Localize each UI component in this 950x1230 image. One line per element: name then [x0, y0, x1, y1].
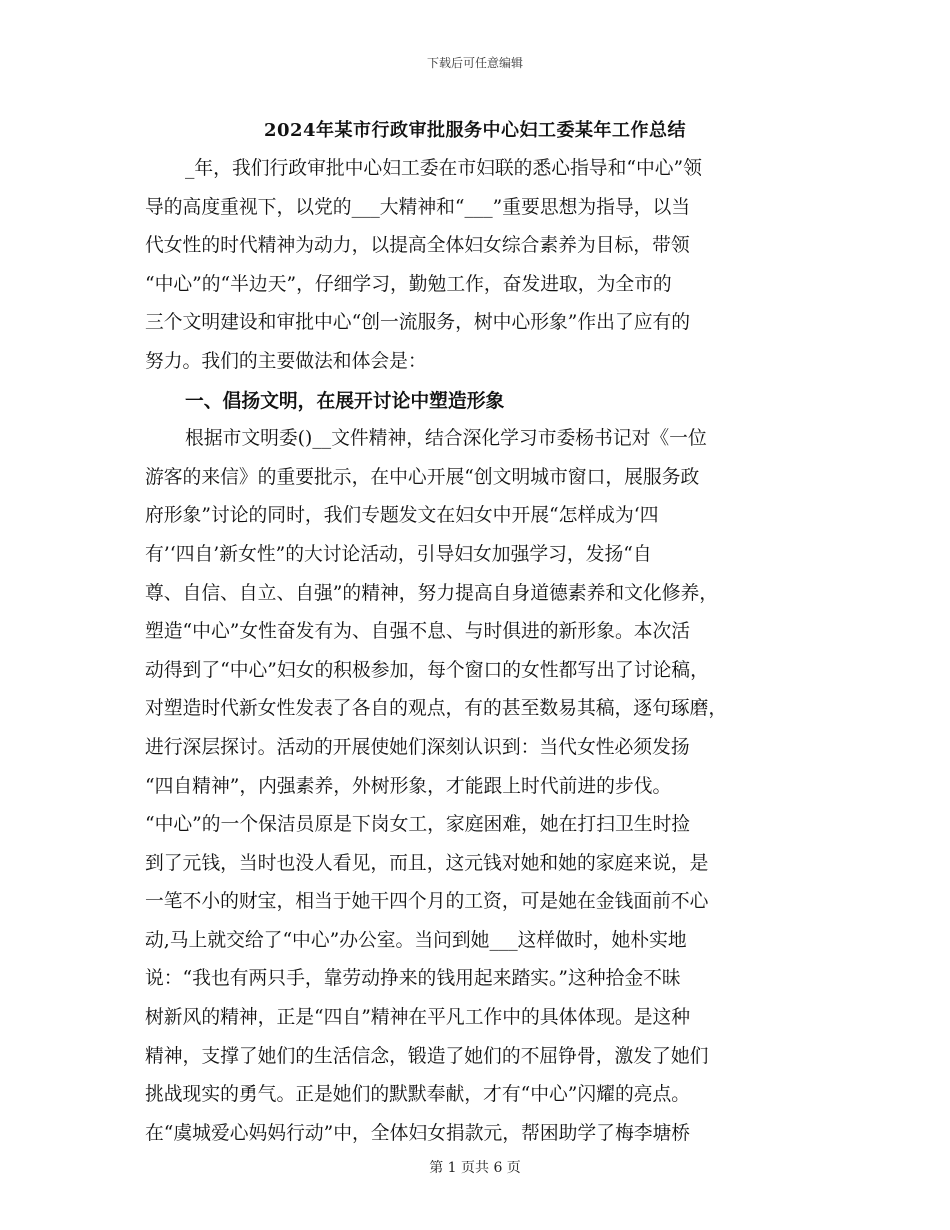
- paragraph-line: 三个文明建设和审批中心“创一流服务，树中心形象”作出了应有的: [145, 312, 691, 334]
- paragraph-line: 游客的来信》的重要批示，在中心开展“创文明城市窗口，展服务政: [145, 466, 700, 488]
- document-title: 2024年某市行政审批服务中心妇工委某年工作总结: [263, 120, 687, 141]
- paragraph-line: 动,马上就交给了“中心”办公室。当问到她___这样做时，她朴实地: [145, 929, 687, 951]
- paragraph-line: _年，我们行政审批中心妇工委在市妇联的悉心指导和“中心”领: [185, 158, 702, 179]
- paragraph-line: 有’‘四自’新女性”的大讨论活动，引导妇女加强学习，发扬“自: [145, 543, 652, 565]
- paragraph-line: “四自精神”，内强素养，外树形象，才能跟上时代前进的步伐。: [145, 775, 672, 797]
- paragraph-line: “中心”的一个保洁员原是下岗女工，家庭困难，她在打扫卫生时捡: [145, 814, 691, 836]
- paragraph-line: 代女性的时代精神为动力，以提高全体妇女综合素养为目标，带领: [145, 235, 690, 257]
- paragraph-line: 进行深层探讨。活动的开展使她们深刻认识到：当代女性必须发扬: [145, 736, 690, 758]
- paragraph-line: 说：“我也有两只手，靠劳动挣来的钱用起来踏实。”这种拾金不昧: [145, 968, 681, 990]
- paragraph-line: 树新风的精神，正是“四自”精神在平凡工作中的具体体现。是这种: [145, 1007, 691, 1029]
- paragraph-line: 挑战现实的勇气。正是她们的默默奉献，才有“中心”闪耀的亮点。: [145, 1084, 691, 1106]
- paragraph-line: 动得到了“中心”妇女的积极参加，每个窗口的女性都写出了讨论稿，: [145, 659, 709, 681]
- section-heading: 一、倡扬文明，在展开讨论中塑造形象: [185, 389, 505, 412]
- paragraph-line: 努力。我们的主要做法和体会是：: [145, 350, 427, 372]
- paragraph-line: 府形象”讨论的同时，我们专题发文在妇女中开展“怎样成为‘四: [145, 505, 659, 527]
- paragraph-line: 在“虞城爱心妈妈行动”中，全体妇女捐款元，帮困助学了梅李塘桥: [145, 1122, 691, 1144]
- header-note: 下载后可任意编辑: [426, 56, 523, 70]
- paragraph-line: “中心”的“半边天”，仔细学习，勤勉工作，奋发进取，为全市的: [145, 273, 672, 295]
- paragraph-line: 导的高度重视下，以党的___大精神和“___”重要思想为指导，以当: [145, 196, 691, 218]
- paragraph-line: 尊、自信、自立、自强”的精神，努力提高自身道德素养和文化修养，: [145, 582, 719, 604]
- paragraph-line: 到了元钱，当时也没人看见，而且，这元钱对她和她的家庭来说，是: [145, 852, 709, 874]
- paragraph-line: 根据市文明委()__文件精神，结合深化学习市委杨书记对《一位: [185, 428, 707, 450]
- paragraph-line: 塑造“中心”女性奋发有为、自强不息、与时俱进的新形象。本次活: [145, 621, 691, 643]
- paragraph-line: 对塑造时代新女性发表了各自的观点，有的甚至数易其稿，逐句琢磨，: [145, 698, 728, 720]
- page-footer: 第 1 页共 6 页: [429, 1160, 521, 1176]
- document-body: [145, 150, 805, 1153]
- paragraph-line: 精神，支撑了她们的生活信念，锻造了她们的不屈铮骨，激发了她们: [145, 1045, 709, 1067]
- paragraph-line: 一笔不小的财宝，相当于她干四个月的工资，可是她在金钱面前不心: [145, 891, 709, 913]
